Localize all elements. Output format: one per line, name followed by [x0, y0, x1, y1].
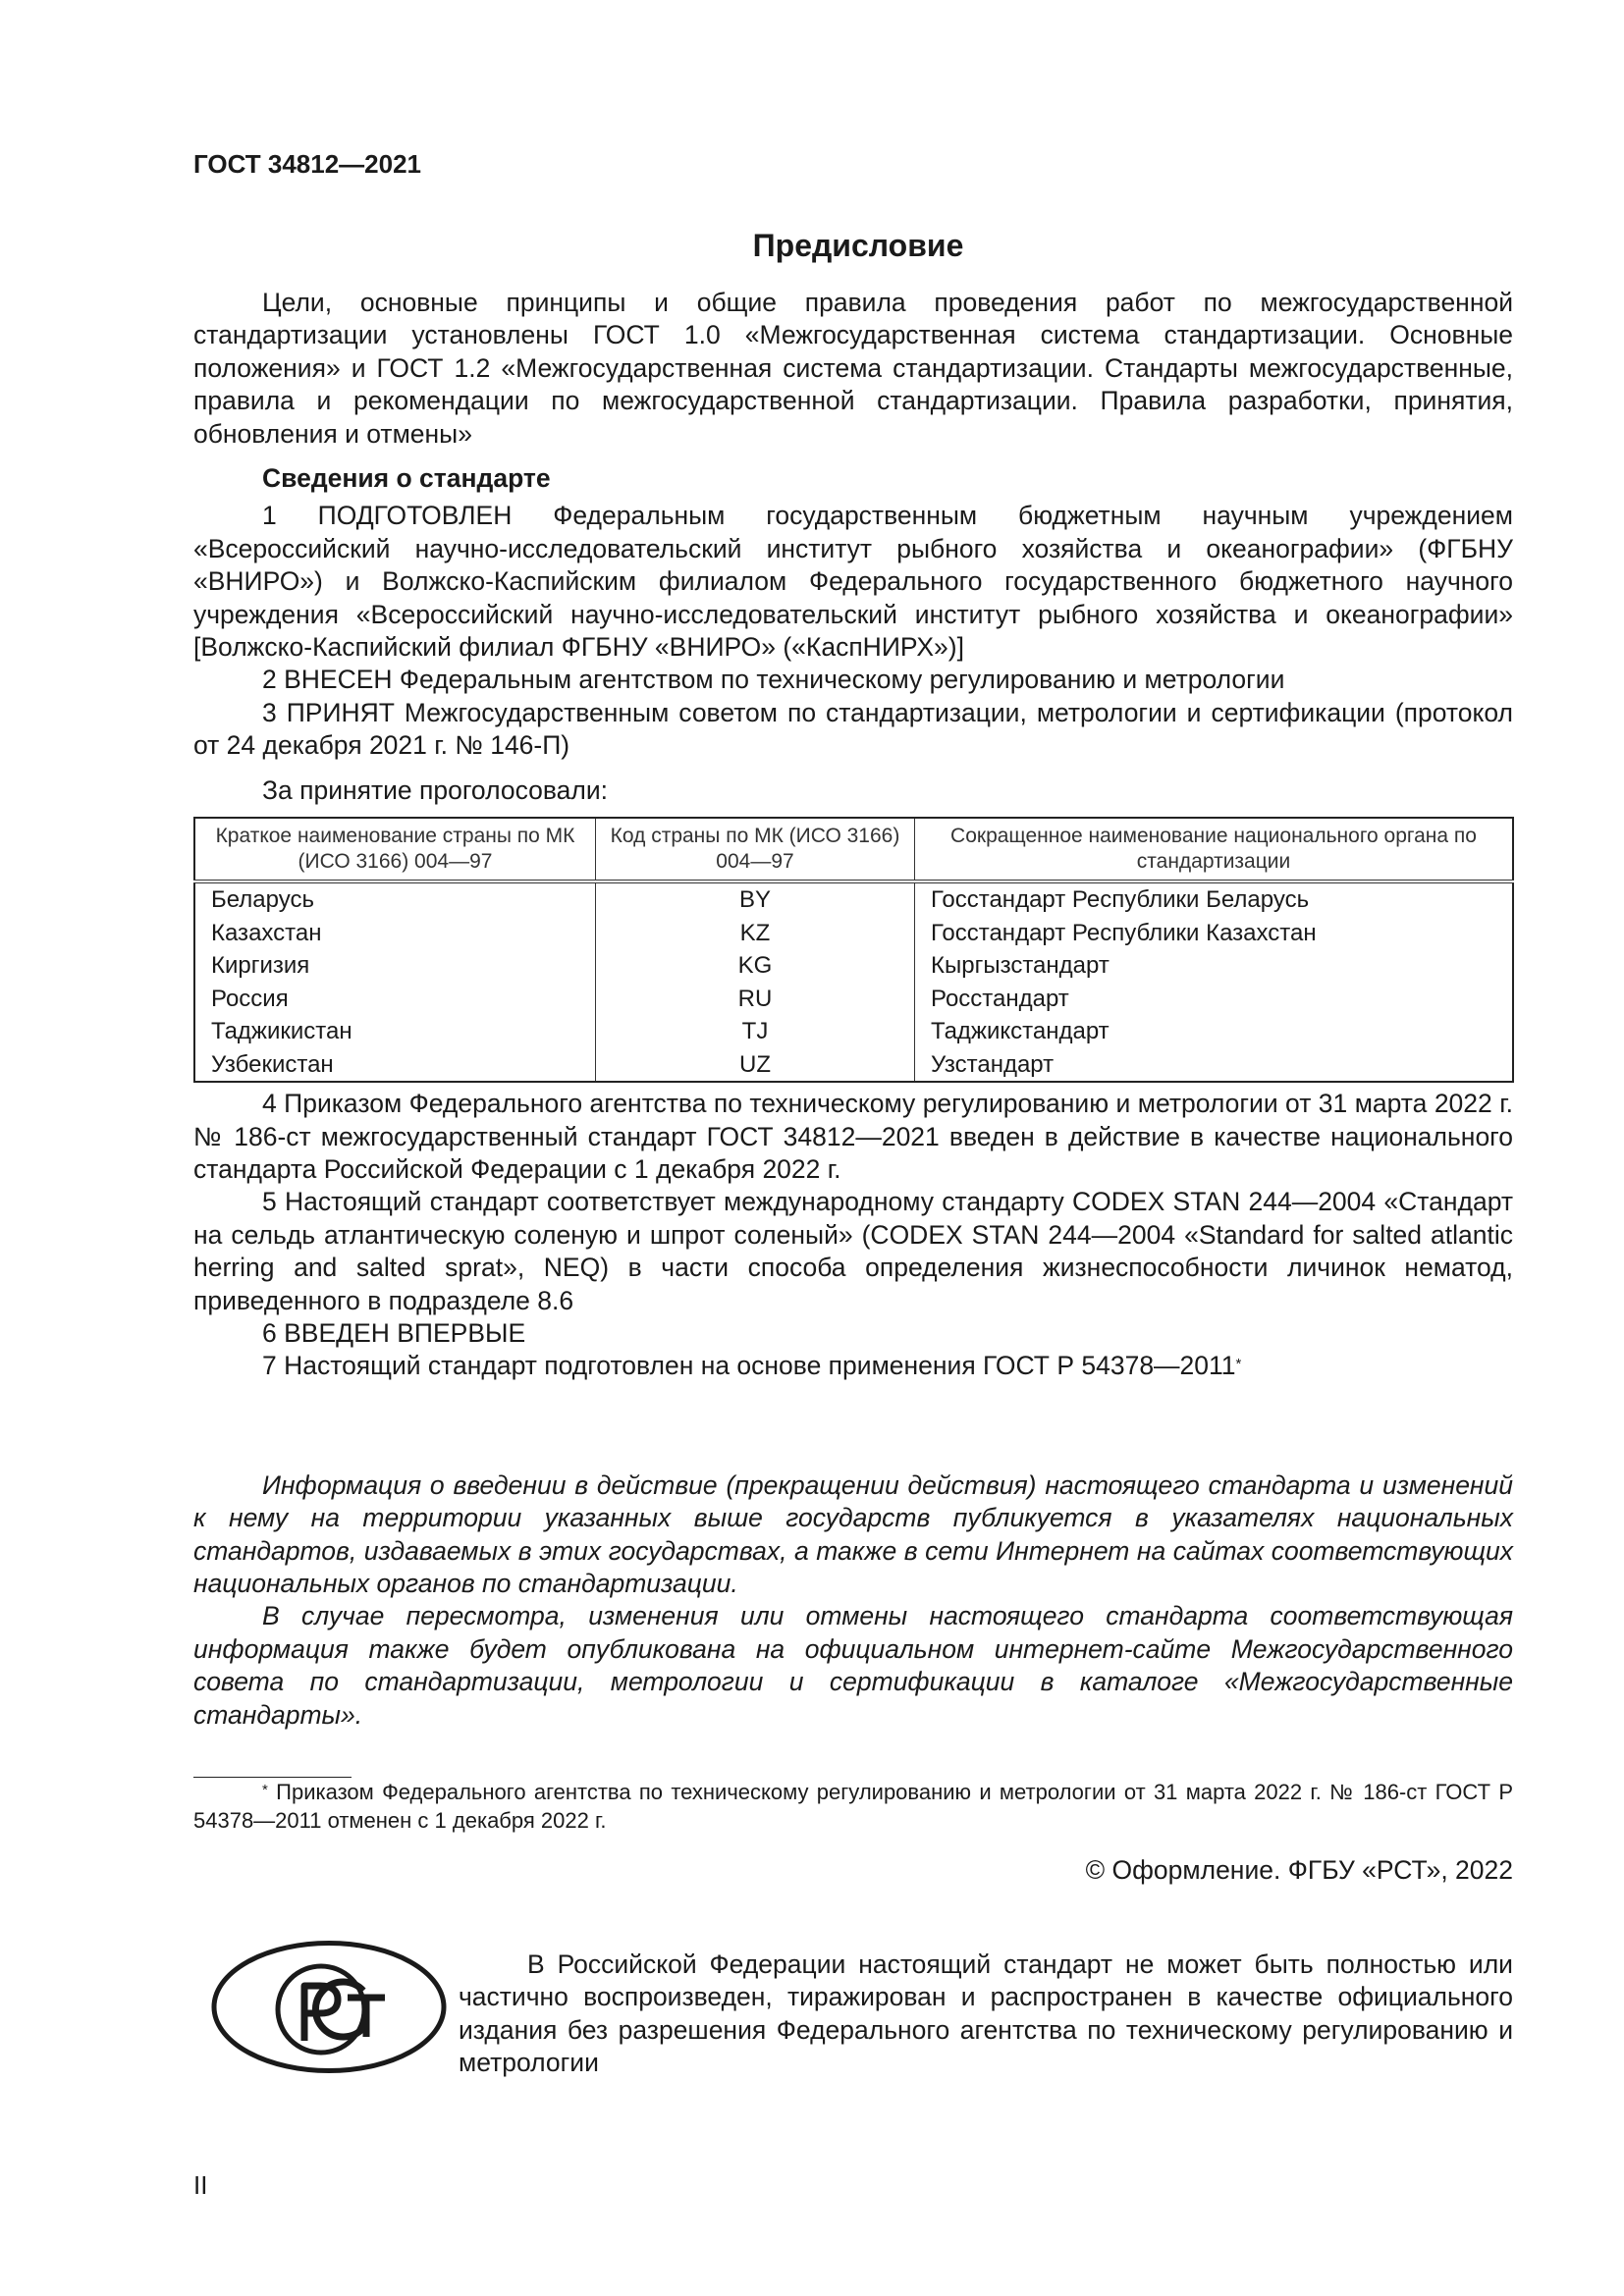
country-cell: Россия — [194, 983, 596, 1016]
country-cell: Киргизия — [194, 949, 596, 983]
info-paragraph-1: Информация о введении в действие (прекращении действия) настоящего стандарта и изменений к нему на территории указанных выше государств публикуется в указателях национальных стандартов, издаваемых в этих государствах, а также в сети Интернет на сайтах соответствующих национальных органов по стандартизации. — [193, 1469, 1513, 1598]
table-header-country: Краткое наименование страны по МК (ИСО 3166) 004—97 — [194, 818, 596, 881]
standard-code: ГОСТ 34812—2021 — [193, 149, 421, 179]
body-cell: Таджикстандарт — [915, 1015, 1514, 1048]
info-heading: Сведения о стандарте — [262, 463, 551, 494]
item-1: 1 ПОДГОТОВЛЕН Федеральным государственным бюджетным научным учреждением «Всероссийский научно-исследовательский институт рыбного хозяйства и океанографии» (ФГБНУ «ВНИРО») и Волжско-Каспийским филиалом Федерального государственного бюджетного научного учреждения «Всероссийский научно-исследовательский институт рыбного хозяйства и океанографии» [Волжско-Каспийский филиал ФГБНУ «ВНИРО» («КаспНИРХ»)] — [193, 501, 1513, 663]
code-cell: TJ — [596, 1015, 915, 1048]
code-cell: KG — [596, 949, 915, 983]
info-paragraph-2: В случае пересмотра, изменения или отмены настоящего стандарта соответствующая информация также будет опубликована на официальном интернет-сайте Межгосударственного совета по стандартизации, метрологии и сертификации в каталоге «Межгосударственные стандарты». — [193, 1601, 1513, 1730]
body-cell: Госстандарт Республики Беларусь — [915, 881, 1514, 917]
table-header-row — [194, 818, 1513, 881]
body-cell: Росстандарт — [915, 983, 1514, 1016]
table-row — [194, 917, 1513, 950]
table-header-body: Сокращенное наименование национального органа по стандартизации — [915, 818, 1514, 881]
code-cell: KZ — [596, 917, 915, 950]
table-row — [194, 949, 1513, 983]
table-row — [194, 1048, 1513, 1083]
table-header-code: Код страны по МК (ИСО 3166) 004—97 — [596, 818, 915, 881]
country-cell: Казахстан — [194, 917, 596, 950]
pct-logo-icon — [210, 1939, 448, 2075]
footnote-mark: * — [1235, 1356, 1242, 1373]
code-cell: UZ — [596, 1048, 915, 1083]
table-row — [194, 983, 1513, 1016]
item-2: 2 ВНЕСЕН Федеральным агентством по техническому регулированию и метрологии — [262, 665, 1285, 695]
country-cell: Беларусь — [194, 881, 596, 917]
vote-intro: За принятие проголосовали: — [262, 774, 609, 805]
country-cell: Таджикистан — [194, 1015, 596, 1048]
rights-notice: В Российской Федерации настоящий стандарт не может быть полностью или частично воспроизведен, тиражирован и распространен в качестве официального издания без разрешения Федерального агентства по техническому регулированию и метрологии — [459, 1949, 1513, 2078]
country-cell: Узбекистан — [194, 1048, 596, 1083]
item-7 — [193, 1350, 1513, 1382]
table-row — [194, 881, 1513, 917]
item-3: 3 ПРИНЯТ Межгосударственным советом по стандартизации, метрологии и сертификации (протокол от 24 декабря 2021 г. № 146-П) — [193, 697, 1513, 761]
item-7-text: 7 Настоящий стандарт подготовлен на основе применения ГОСТ Р 54378—2011 — [262, 1351, 1236, 1381]
footnote-text: Приказом Федерального агентства по техническому регулированию и метрологии от 31 марта 2022 г. № 186-ст ГОСТ Р 54378—2011 отменен с 1 декабря 2022 г. — [193, 1780, 1513, 1833]
page-number: II — [193, 2170, 208, 2200]
footnote-mark-ref: * — [262, 1782, 268, 1798]
copyright: © Оформление. ФГБУ «РСТ», 2022 — [1085, 1855, 1513, 1885]
item-6: 6 ВВЕДЕН ВПЕРВЫЕ — [262, 1317, 526, 1348]
intro-paragraph: Цели, основные принципы и общие правила проведения работ по межгосударственной стандартизации установлены ГОСТ 1.0 «Межгосударственная система стандартизации. Основные положения» и ГОСТ 1.2 «Межгосударственная система стандартизации. Стандарты межгосударственные, правила и рекомендации по межгосударственной стандартизации. Правила разработки, принятия, обновления и отмены» — [193, 288, 1513, 449]
table-row — [194, 1015, 1513, 1048]
item-4: 4 Приказом Федерального агентства по техническому регулированию и метрологии от 31 марта 2022 г. № 186-ст межгосударственный стандарт ГОСТ 34812—2021 введен в действие в качестве национального стандарта Российской Федерации с 1 декабря 2022 г. — [193, 1089, 1513, 1184]
footnote — [193, 1778, 1513, 1835]
body-cell: Кыргызстандарт — [915, 949, 1514, 983]
page-title: Предисловие — [752, 228, 964, 263]
voting-table — [193, 817, 1514, 1083]
item-5: 5 Настоящий стандарт соответствует международному стандарту CODEX STAN 244—2004 «Стандарт на сельдь атлантическую соленую и шпрот соленый» (CODEX STAN 244—2004 «Standard for salted atlantic herring and salted sprat», NEQ) в части способа определения жизнеспособности личинок нематод, приведенного в подразделе 8.6 — [193, 1187, 1513, 1315]
document-body — [193, 287, 1513, 1887]
body-cell: Госстандарт Республики Казахстан — [915, 917, 1514, 950]
code-cell: RU — [596, 983, 915, 1016]
body-cell: Узстандарт — [915, 1048, 1514, 1083]
code-cell: BY — [596, 881, 915, 917]
